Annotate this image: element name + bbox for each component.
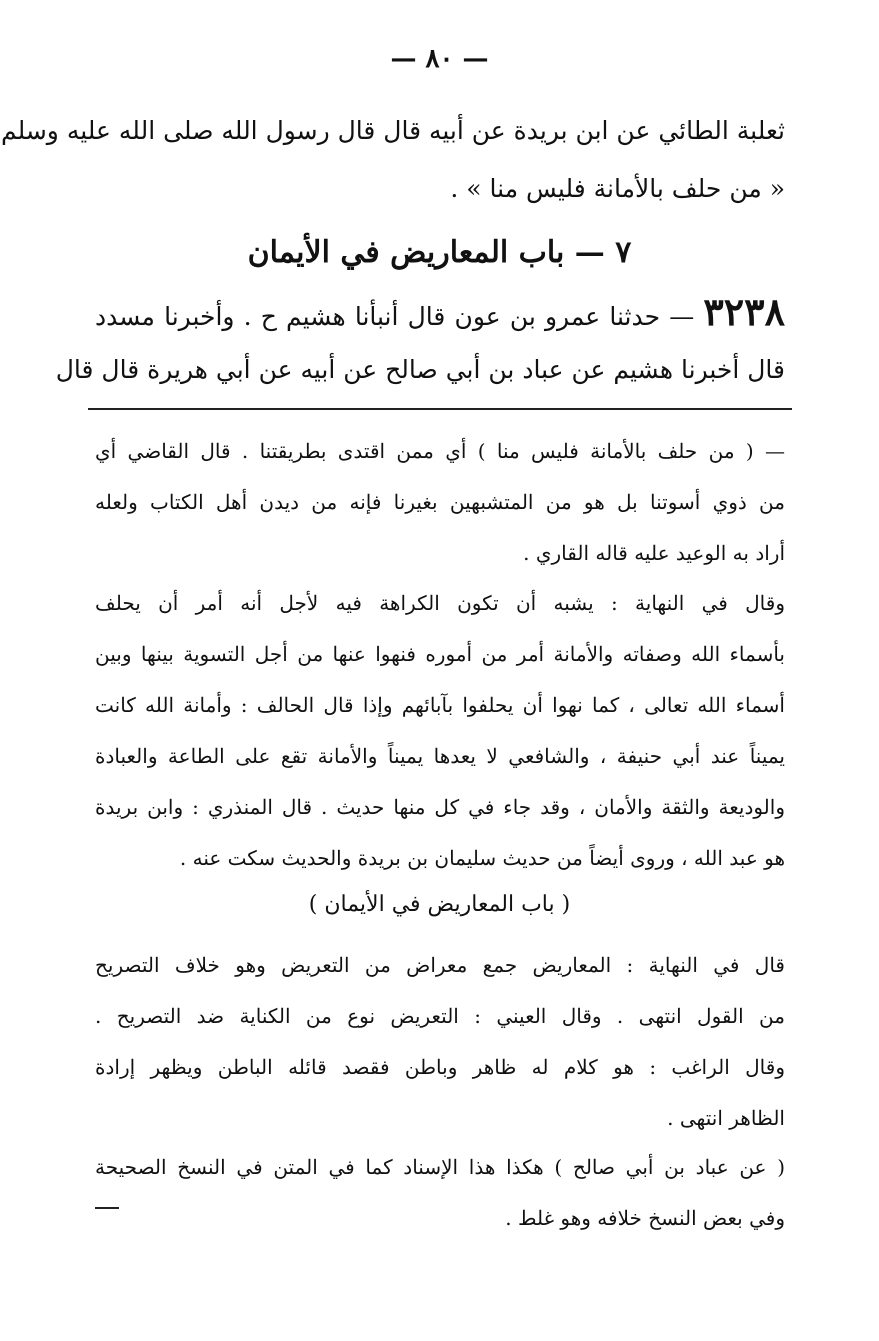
commentary-line: يميناً عند أبي حنيفة ، والشافعي لا يعدها يميناً والأمانة تقع على الطاعة والعبادة	[95, 744, 785, 768]
commentary-line: وقال الراغب : هو كلام له ظاهر وباطن فقصد قائله الباطن ويظهر إرادة	[95, 1055, 785, 1079]
main-text-line: « من حلف بالأمانة فليس منا » .	[450, 174, 785, 203]
footnote-divider	[88, 408, 792, 410]
main-text-line: ثعلبة الطائي عن ابن بريدة عن أبيه قال قال رسول الله صلى الله عليه وسلم	[0, 116, 785, 145]
commentary-line: ( عن عباد بن أبي صالح ) هكذا هذا الإسناد كما في المتن في النسخ الصحيحة	[95, 1155, 785, 1179]
commentary-line: — ( من حلف بالأمانة فليس منا ) أي ممن اقتدى بطريقتنا . قال القاضي أي	[95, 439, 785, 463]
commentary-paragraph-4	[95, 1142, 785, 1244]
commentary-line: من ذوي أسوتنا بل هو من المتشبهين بغيرنا فإنه من ديدن أهل الكتاب ولعله	[95, 490, 785, 514]
commentary-paragraph-2	[95, 578, 785, 884]
main-text	[0, 102, 785, 218]
commentary-paragraph-1	[95, 426, 785, 579]
continuation-dash	[95, 1207, 119, 1209]
chapter-heading: ٧ — باب المعاريض في الأيمان	[247, 235, 632, 270]
commentary-line: من القول انتهى . وقال العيني : التعريض نوع من الكناية ضد التصريح .	[95, 1004, 785, 1028]
hadith-chain-1: — حدثنا عمرو بن عون قال أنبأنا هشيم ح . وأخبرنا مسدد	[95, 302, 695, 331]
commentary-line: أراد به الوعيد عليه قاله القاري .	[523, 541, 785, 565]
hadith-line-2: قال أخبرنا هشيم عن عباد بن أبي صالح عن أبيه عن أبي هريرة قال قال	[55, 355, 785, 384]
commentary-line: والوديعة والثقة والأمان ، وقد جاء في كل منها حديث . قال المنذري : وابن بريدة	[95, 795, 785, 819]
commentary-line: وقال في النهاية : يشبه أن تكون الكراهة فيه لأجل أنه أمر أن يحلف	[95, 591, 785, 615]
commentary-sub-heading: ( باب المعاريض في الأيمان )	[308, 892, 571, 917]
hadith-number: ٣٢٣٨	[703, 289, 785, 334]
commentary-line: وفي بعض النسخ خلافه وهو غلط .	[505, 1206, 785, 1230]
hadith-line-1	[95, 283, 785, 341]
commentary-line: قال في النهاية : المعاريض جمع معراض من التعريض وهو خلاف التصريح	[95, 953, 785, 977]
commentary-line: بأسماء الله وصفاته والأمانة أمر من أموره فنهوا عنها من أجل التسوية بينها وبين	[95, 642, 785, 666]
commentary-line: أسماء الله تعالى ، كما نهوا أن يحلفوا بآبائهم وإذا قال الحالف : وأمانة الله كانت	[95, 693, 785, 717]
page-number: — ٨٠ —	[390, 44, 489, 74]
commentary-paragraph-3	[95, 940, 785, 1144]
hadith-text	[55, 283, 785, 399]
commentary-line: هو عبد الله ، وروى أيضاً من حديث سليمان بن بريدة والحديث سكت عنه .	[179, 846, 785, 870]
commentary-line: الظاهر انتهى .	[667, 1106, 785, 1130]
